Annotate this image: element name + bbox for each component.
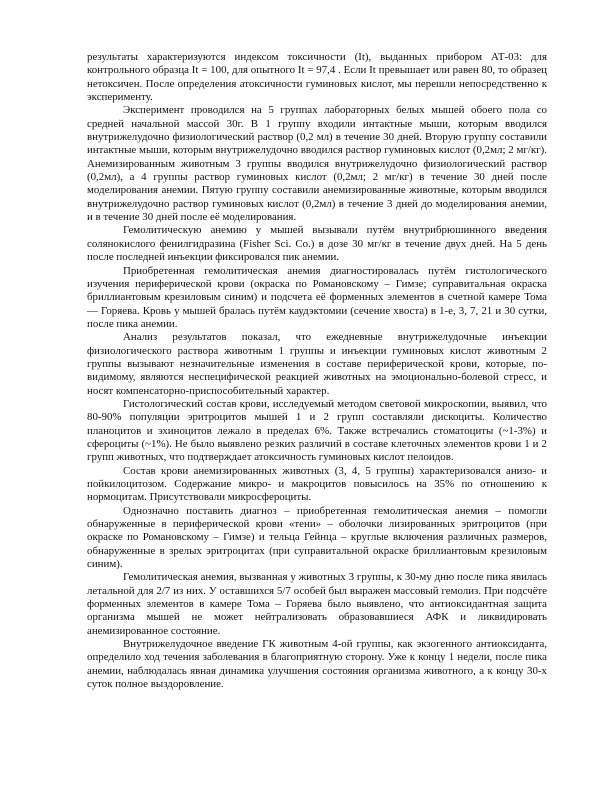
paragraph-analysis-results: Анализ результатов показал, что ежедневные внутрижелудочные инъекции физиологического раствора животным 1 группы и инъекции гуминовых кислот животным 2 группы вызывают незначительные изменения в составе периферической крови, которые, по-видимому, являются неспецифической реакцией животных на эмоционально-болевой стресс, и носят компенсаторно-приспособительный характер. bbox=[87, 331, 547, 397]
paragraph-experiment-groups: Эксперимент проводился на 5 группах лабораторных белых мышей обоего пола со средней начальной массой 30г. В 1 группу входили интактные мыши, которым вводился внутрижелудочно физиологический раствор (0,2 мл) в течение 30 дней. Вторую группу составили интактные мыши, которым внутрижелудочно вводился раствор гуминовых кислот (0,2мл; 2 мг/кг). Анемизированным животным 3 группы вводился внутрижелудочно физиологический раствор (0,2мл), а 4 группы раствор гуминовых кислот (0,2мл; 2 мг/кг) в течение 30 дней после моделирования анемии. Пятую группу составили анемизированные животные, которым вводился внутрижелудочно раствор гуминовых кислот (0,2мл) в течение 3 дней до моделирования анемии, и в течение 30 дней после её моделирования. bbox=[87, 104, 547, 224]
paragraph-anemic-blood: Состав крови анемизированных животных (3, 4, 5 группы) характеризовался анизо- и пойкилоцитозом. Содержание микро- и макроцитов повысилось на 35% по отношению к нормоцитам. Присутствовали микросфероциты. bbox=[87, 464, 547, 504]
paragraph-group4-outcome: Внутрижелудочное введение ГК животным 4-ой группы, как экзогенного антиоксиданта, определило ход течения заболевания в благоприятную сторону. Уже к концу 1 недели, после пика анемии, наблюдалась явная динамика улучшения состояния организма животного, а к концу 30-х суток полное выздоровление. bbox=[87, 638, 547, 691]
paragraph-toxicity-index: результаты характеризуются индексом токсичности (It), выданных прибором АТ-03: для контрольного образца It = 100, для опытного It = 97,4 . Если It превышает или равен 80, то образец нетоксичен. После определения атоксичности гуминовых кислот, мы перешли непосредственно к эксперименту. bbox=[87, 51, 547, 104]
paragraph-diagnosis-method: Приобретенная гемолитическая анемия диагностировалась путём гистологического изучения периферической крови (окраска по Романовскому – Гимзе; суправитальная окраска бриллиантовым крезиловым синим) и подсчета её форменных элементов в счетной камере Тома — Горяева. Кровь у мышей бралась путём каудэктомии (сечение хвоста) в 1-е, 3, 7, 21 и 30 сутки, после пика анемии. bbox=[87, 264, 547, 330]
document-body bbox=[87, 51, 547, 692]
paragraph-anemia-induction: Гемолитическую анемию у мышей вызывали путём внутрибрюшинного введения солянокислого фенилгидразина (Fisher Sci. Co.) в дозе 30 мг/кг в течение двух дней. На 5 день после последней инъекции фиксировался пик анемии. bbox=[87, 224, 547, 264]
paragraph-diagnosis: Однозначно поставить диагноз – приобретенная гемолитическая анемия – помогли обнаруженные в периферической крови «тени» – оболочки лизированных эритроцитов (при окраске по Романовскому – Гимзе) и тельца Гейнца – круглые включения различных размеров, обнаруженные в зрелых эритроцитах (при суправитальной окраске бриллиантовым крезиловым синим). bbox=[87, 504, 547, 571]
paragraph-group3-outcome: Гемолитическая анемия, вызванная у животных 3 группы, к 30-му дню после пика явилась летальной для 2/7 из них. У оставшихся 5/7 особей был выражен массовый гемолиз. При подсчёте форменных элементов в камере Тома – Горяева было выявлено, что антиоксидантная защита организма мышей не может нейтрализовать образовавшиеся АФК и ликвидировать анемизированное состояние. bbox=[87, 571, 547, 637]
paragraph-histology: Гистологический состав крови, исследуемый методом световой микроскопии, выявил, что 80-90% популяции эритроцитов мышей 1 и 2 групп составляли дискоциты. Количество планоцитов и эхиноцитов лежало в пределах 6%. Также встречались стоматоциты (~1-3%) и сфероциты (~1%). Не было выявлено резких различий в составе клеточных элементов крови 1 и 2 групп животных, что подтверждает атоксичность гуминовых кислот пелоидов. bbox=[87, 397, 547, 464]
